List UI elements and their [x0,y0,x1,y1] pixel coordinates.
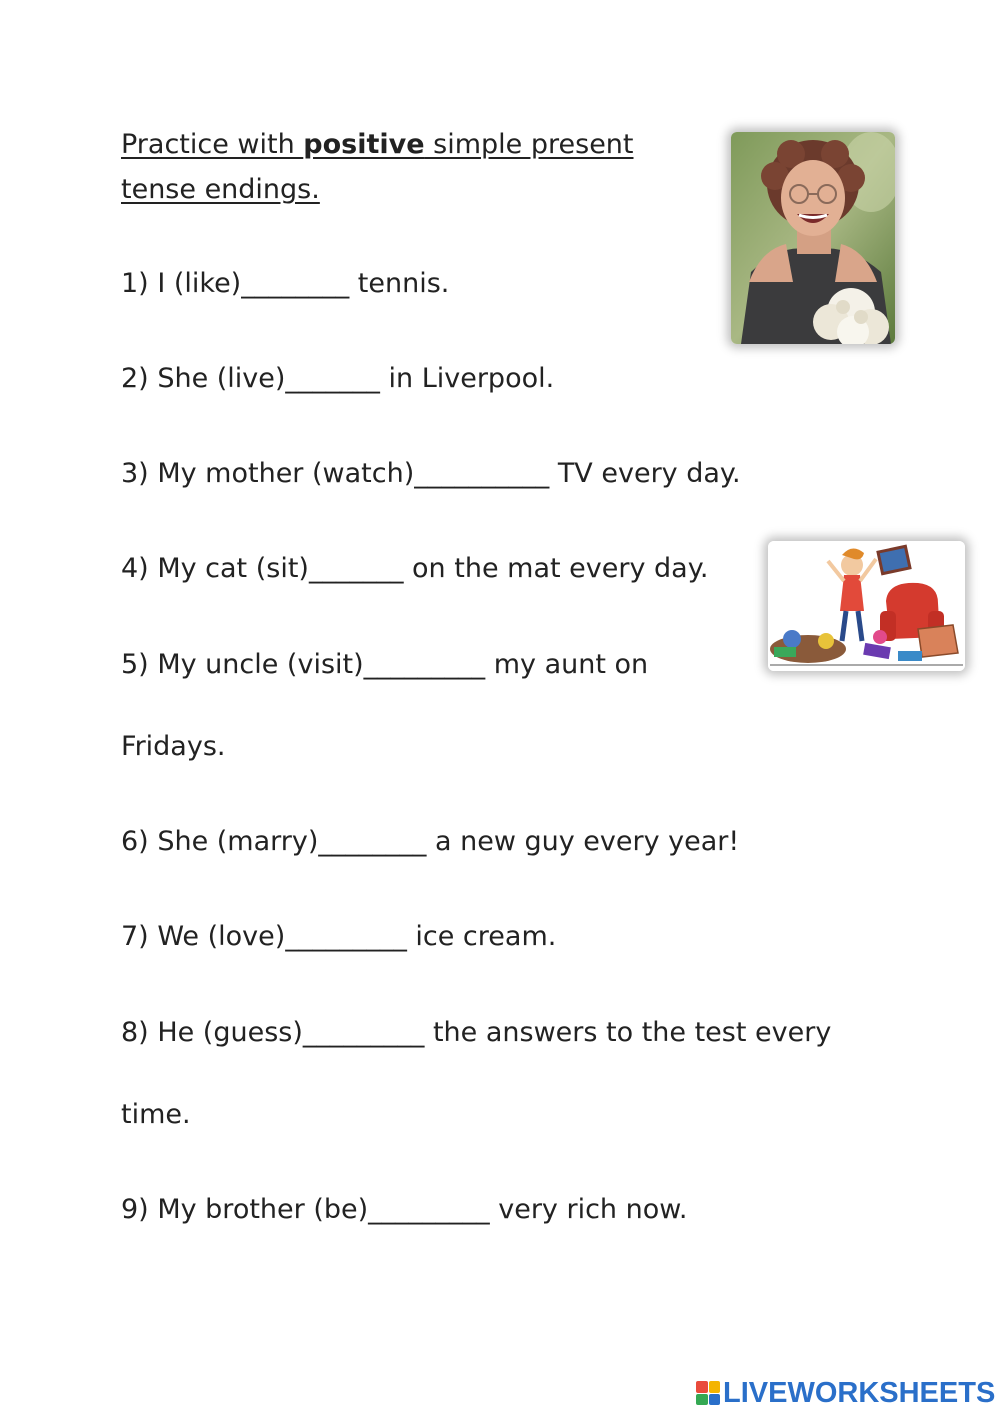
liveworksheets-logo [696,1377,995,1409]
question-7 [121,919,556,955]
question-number: 9) [121,1194,149,1225]
question-9 [121,1192,687,1228]
question-prefix: My cat (sit) [157,553,309,584]
question-1 [121,266,449,302]
question-2 [121,361,554,397]
question-number: 4) [121,553,149,584]
question-suffix: ice cream. [406,921,557,952]
question-5 [121,647,648,683]
question-suffix: tennis. [349,268,450,299]
question-suffix: my aunt on [485,649,649,680]
question-prefix: My uncle (visit) [157,649,364,680]
question-number: 8) [121,1017,149,1048]
logo-mark-icon [696,1381,720,1405]
messy-room-cartoon [768,541,965,671]
question-prefix: We (love) [157,921,286,952]
answer-blank[interactable]: __________ [414,458,550,489]
question-prefix: She (marry) [157,826,319,857]
question-number: 7) [121,921,149,952]
question-prefix: She (live) [157,363,286,394]
answer-blank[interactable]: _______ [308,553,404,584]
elderly-woman-illustration [731,132,895,344]
logo-text: LIVEWORKSHEETS [723,1376,996,1409]
elderly-woman-photo [731,132,895,344]
question-number: 5) [121,649,149,680]
question-prefix: My brother (be) [157,1194,369,1225]
worksheet-title [121,122,681,212]
question-suffix: a new guy every year! [426,826,740,857]
question-4 [121,551,708,587]
question-prefix: He (guess) [157,1017,303,1048]
question-prefix: My mother (watch) [157,458,415,489]
answer-blank[interactable]: _______ [285,363,380,394]
answer-blank[interactable]: ________ [318,826,427,857]
answer-blank[interactable]: _________ [285,921,407,952]
answer-blank[interactable]: _________ [368,1194,490,1225]
question-8-continuation: time. [121,1099,191,1130]
question-number: 2) [121,363,149,394]
question-8 [121,1015,831,1051]
question-suffix: on the mat every day. [403,553,709,584]
question-3 [121,456,741,492]
title-before: Practice with [121,129,304,160]
answer-blank[interactable]: _________ [363,649,486,680]
question-suffix: the answers to the test every [424,1017,832,1048]
question-number: 6) [121,826,149,857]
question-prefix: I (like) [157,268,242,299]
question-suffix: very rich now. [489,1194,688,1225]
question-suffix: TV every day. [549,458,741,489]
title-after: simple present tense endings. [121,129,634,205]
answer-blank[interactable]: ________ [241,268,350,299]
answer-blank[interactable]: _________ [302,1017,425,1048]
question-5-continuation: Fridays. [121,731,226,762]
question-6 [121,824,739,860]
title-bold: positive [303,129,425,160]
question-suffix: in Liverpool. [379,363,555,394]
question-number: 3) [121,458,149,489]
question-number: 1) [121,268,149,299]
messy-room-illustration [768,541,965,671]
